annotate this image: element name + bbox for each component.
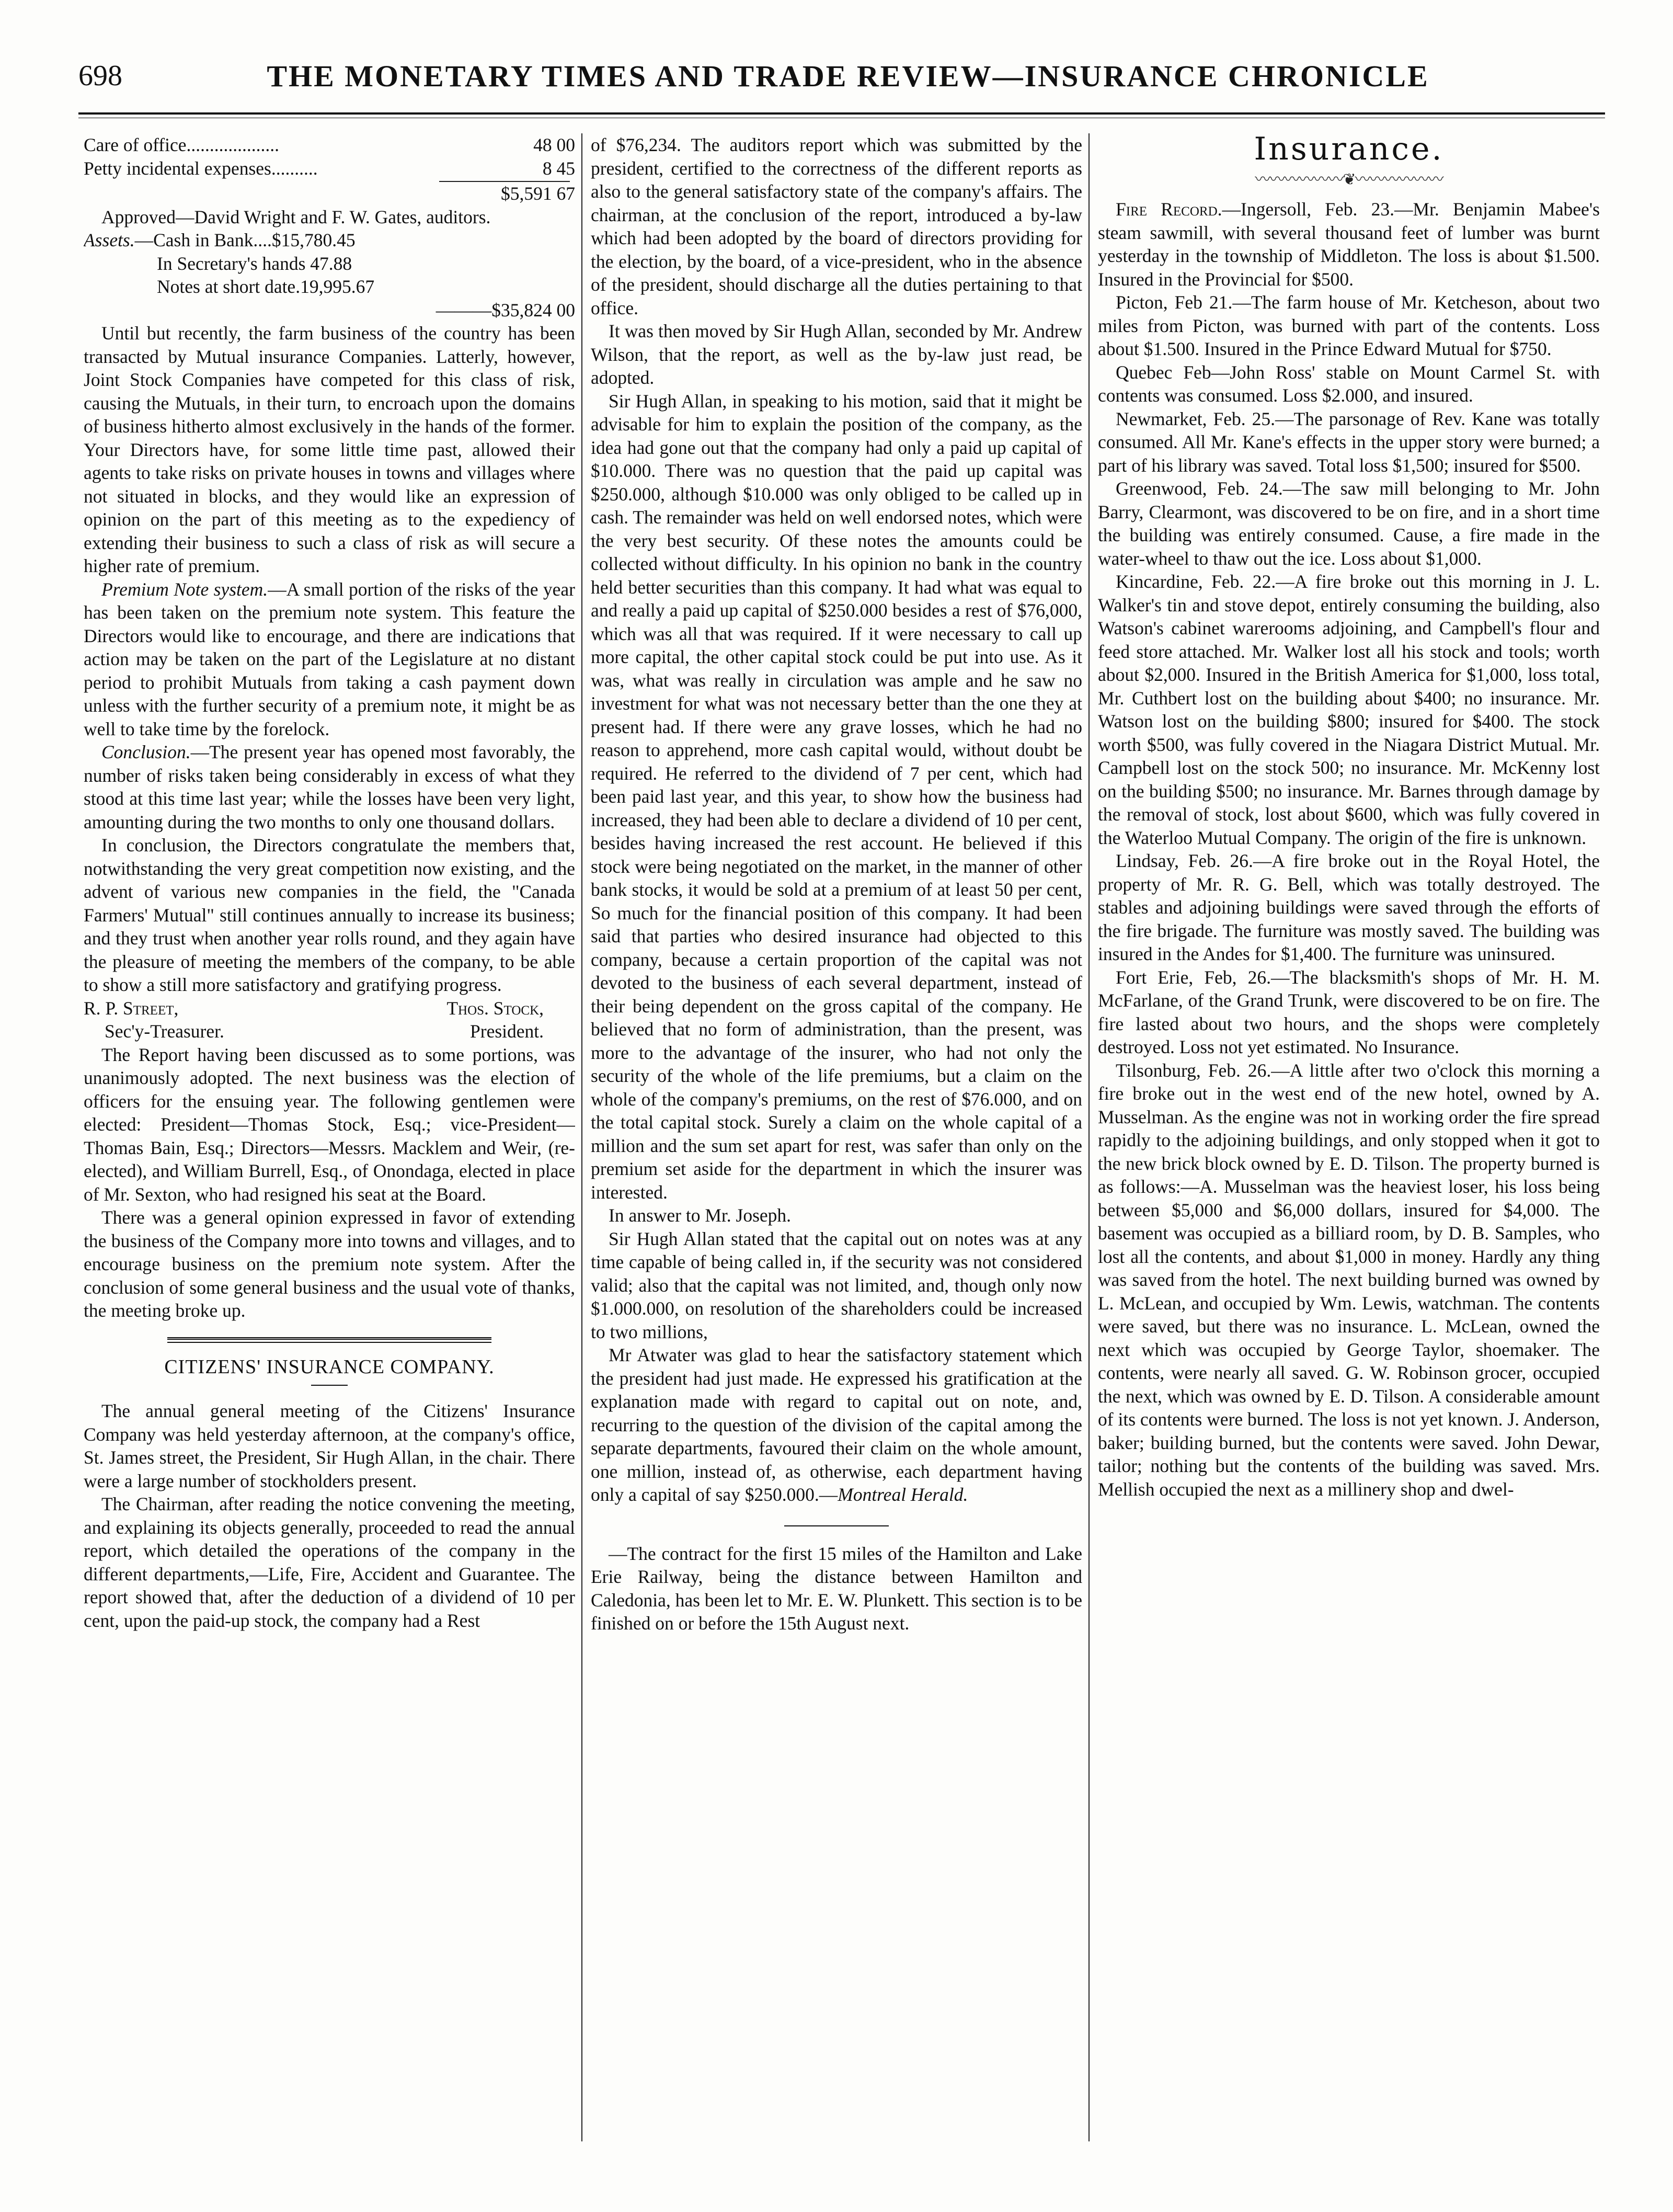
paragraph: The Report having been discussed as to some portions, was unanimously adopted. The next business was the election of officers for the ensuing year. The following gentlemen were elected: President—Thomas Stock, Esq.; vice-President—Thomas Bain, Esq.; Directors—Messrs. Macklem and Weir, (re-elected), and William Burrell, Esq., of Onondaga, elected in place of Mr. Sexton, who had resigned his seat at the Board. xyxy=(84,1044,575,1205)
header-rule xyxy=(78,112,1605,115)
signature-block: R. P. Street, Thos. Stock, xyxy=(84,997,544,1019)
paragraph: In conclusion, the Directors congratulate the members that, notwithstanding the very great competition now existing, and the advent of various new companies in the field, the "Canada Farmers' Mutual" still continues annually to increase its business; and they trust when another year rolls round, and they again have the pleasure of meeting the members of the company, to be able to show a still more satisfactory and gratifying progress. xyxy=(84,835,575,995)
paragraph: Sir Hugh Allan stated that the capital out on notes was at any time capable of being called in, if the security was not considered valid; also that the capital was not limited, and, though only now $1.000.000, on resolution of the shareholders could be increased to two millions, xyxy=(591,1228,1082,1342)
paragraph: The Chairman, after reading the notice convening the meeting, and explaining its objects generally, proceeded to read the annual report, which detailed the operations of the company in the different departments,—Life, Fire, Accident and Guarantee. The report showed that, after the deduction of a dividend of 10 per cent, upon the paid-up stock, the company had a Rest xyxy=(84,1493,575,1631)
paragraph: Fire Record.—Ingersoll, Feb. 23.—Mr. Benjamin Mabee's steam sawmill, with several thousand feet of lumber was burnt yesterday in the township of Middleton. The loss is about $1.500. Insured in the Provincial for $500. xyxy=(1098,199,1600,290)
paragraph: Lindsay, Feb. 26.—A fire broke out in the Royal Hotel, the property of Mr. R. G. Bell, which was totally destroyed. The stables and adjoining buildings were saved through the efforts of the fire brigade. The furniture was mostly saved. The building was insured in the Andes for $1,400. The furniture was uninsured. xyxy=(1098,850,1600,964)
assets-label: Assets. xyxy=(84,230,135,250)
paragraph: Quebec Feb—John Ross' stable on Mount Carmel St. with contents was consumed. Loss $2.000, and insured. xyxy=(1098,361,1600,406)
column-3 xyxy=(1098,133,1600,2183)
column-1 xyxy=(84,133,575,2183)
column-2 xyxy=(591,133,1082,2183)
approved-line: Approved—David Wright and F. W. Gates, auditors. xyxy=(101,206,491,227)
paragraph: Until but recently, the farm business of the country has been transacted by Mutual insurance Companies. Latterly, however, Joint Stock Companies have competed for this class of risk, causing the Mutuals, in their turn, to encroach upon the domains of business hitherto almost exclusively in the hands of the former. Your Directors have, for some little time past, allowed their agents to take risks on private houses in towns and villages where not situated in blocks, and they would like an expression of opinion on the part of this meeting as to the expediency of extending their business to such a class of risk as will secure a higher rate of premium. xyxy=(84,323,575,576)
paragraph: Premium Note system.—A small portion of the risks of the year has been taken on the premium note system. This feature the Directors would like to encourage, and there are indications that action may be taken on the part of the Legislature at no distant period to prohibit Mutuals from taking a cash payment down unless with the further security of a premium note, it might be as well to take time by the forelock. xyxy=(84,578,575,739)
paragraph: Tilsonburg, Feb. 26.—A little after two o'clock this morning a fire broke out in the west end of the new hotel, owned by A. Musselman. As the engine was not in working order the fire spread rapidly to the adjoining buildings, and only stopped when it got to the new brick block owned by E. D. Tilson. The property burned is as follows:—A. Musselman was the heaviest loser, his loss being between $5,000 and $6,000 dollars, insured for $4,000. The basement was occupied as a billiard room, by D. B. Samples, who lost all the contents, and about $1,000 in money. Hardly any thing was saved from the hotel. The next building burned was owned by L. McLean, and occupied by Wm. Lewis, watchman. The contents were saved, but there was no insurance. L. McLean, owned the next which was occupied by George Taylor, shoemaker. The contents, were nearly all saved. G. W. Robinson grocer, occupied the next, which was owned by E. D. Tilson. A considerable amount of its contents were burned. The loss is not yet known. J. Anderson, baker; building burned, but the contents were saved. John Dewar, tailor; nothing but the contents of the building was saved. Mrs. Mellish occupied the next as a millinery shop and dwel- xyxy=(1098,1059,1600,1500)
paragraph: Picton, Feb 21.—The farm house of Mr. Ketcheson, about two miles from Picton, was burned with part of the contents. Loss about $1.500. Insured in the Prince Edward Mutual for $750. xyxy=(1098,292,1600,359)
paragraph: Newmarket, Feb. 25.—The parsonage of Rev. Kane was totally consumed. All Mr. Kane's effects in the upper story were burned; a part of his library was saved. Total loss $1,500; insured for $500. xyxy=(1098,408,1600,476)
assets-block: Assets.—Cash in Bank....$15,780.45 In Secretary's hands 47.88 Notes at short date.19,995.67 xyxy=(84,230,375,297)
paragraph: There was a general opinion expressed in favor of extending the business of the Company more into towns and villages, and to encourage business on the premium note system. After the conclusion of some general business and the usual vote of thanks, the meeting broke up. xyxy=(84,1207,575,1321)
paragraph: Greenwood, Feb. 24.—The saw mill belonging to Mr. John Barry, Clearmont, was discovered to be on fire, and in a short time the building was entirely consumed. Cause, a fire made in the water-wheel to thaw out the ice. Loss about $1,000. xyxy=(1098,478,1600,569)
short-rule xyxy=(311,1385,348,1386)
paragraph: Sir Hugh Allan, in speaking to his motion, said that it might be advisable for him to explain the position of the company, as the idea had gone out that the company had only a paid up capital of $10.000. There was no question that the paid up capital was $250.000, although $10.000 was only obliged to be called up in cash. The remainder was held on well endorsed notes, which were the very best security. Of these notes the amounts could be collected without difficulty. In his opinion no bank in the country held better securities than this company. It had what was equal to and really a paid up capital of $250.000 besides a rest of $76,000, which was all that was required. If it were necessary to call up more capital, the other capital stock could be put into use. As it was, what was really in circulation was ample and he saw no investment for what was not necessary better than the one they at present had. If there were any grave losses, which he had no reason to apprehend, more cash capital would, without doubt be required. He referred to the dividend of 7 per cent, which had been paid last year, and this year, to show how the business had increased, they had been able to declare a dividend of 10 per cent, besides having increased the rest account. He believed if this stock were being negotiated on the market, in the manner of other bank stocks, it would be sold at a premium of at least 50 per cent, So much for the financial position of this company. It had been said that parties who desired insurance had objected to this company, because a certain proportion of the capital was not devoted to the business of each several department, instead of their being dependent on the gross capital of the company. He believed that no form of administration, than the present, was more to the advantage of the insurer, who had not only the security of the whole of the life premiums, but a claim on the whole of the company's premiums, on the rest of $76.000, and on the total capital stock. Surely a claim on the whole capital of a million and the sum set apart for rest, was safer than only on the premium set aside for the department in which the insurer was interested. xyxy=(591,390,1082,1203)
section-title: CITIZENS' INSURANCE COMPANY. xyxy=(164,1355,495,1378)
paragraph: Conclusion.—The present year has opened most favorably, the number of risks taken being considerably in excess of what they stood at this time last year; while the losses have been very light, amounting during the two months to only one thousand dollars. xyxy=(84,742,575,833)
insurance-heading: Insurance. xyxy=(1254,133,1444,167)
running-title: THE MONETARY TIMES AND TRADE REVIEW—INSURANCE CHRONICLE xyxy=(267,59,1429,93)
paragraph: of $76,234. The auditors report which was submitted by the president, certified to the correctness of the different reports as also to the general satisfactory state of the company's affairs. The chairman, at the conclusion of the report, introduced a by-law which had been adopted by the board of directors providing for the election, by the board, of a vice-president, who in the absence of the president, should discharge all the duties pertaining to that office. xyxy=(591,134,1082,318)
paragraph: The annual general meeting of the Citizens' Insurance Company was held yesterday afternoon, at the company's office, St. James street, the President, Sir Hugh Allan, in the chair. There were a large number of stockholders present. xyxy=(84,1400,575,1491)
paragraph: In answer to Mr. Joseph. xyxy=(609,1205,792,1226)
source-credit: Montreal Herald. xyxy=(838,1484,968,1505)
column-rule xyxy=(784,1525,889,1526)
paragraph: Kincardine, Feb. 22.—A fire broke out this morning in J. L. Walker's tin and stove depot, entirely consuming the building, also Watson's cabinet warerooms adjoining, and Campbell's flour and feed store attached. Mr. Walker lost all his stock and tools; worth about $2,000. Insured in the British America for $1,000, loss total, Mr. Cuthbert lost on the building about $400; no insurance. Mr. Watson lost on the building $800; insured for $400. The stock worth $500, was fully covered in the Niagara District Mutual. Mr. Campbell lost on the stock 500; no insurance. Mr. McKenny lost on the building $500; no insurance. Mr. Barnes through damage by the removal of stock, lost about $600, which was fully covered in the Waterloo Mutual Company. The origin of the fire is unknown. xyxy=(1098,571,1600,848)
column-divider xyxy=(581,133,582,2141)
account-row: Petty incidental expenses.......... 8 45 xyxy=(84,157,575,179)
account-row: Care of office.................... 48 00 xyxy=(84,134,575,155)
column-divider xyxy=(1088,133,1090,2141)
paragraph: Mr Atwater was glad to hear the satisfactory statement which the president had just made. He expressed his gratification at the explanation made with regard to capital out on note, and, recurring to the question of the division of the capital among the separate departments, favoured their claim on the whole amount, one million, instead of, as otherwise, each department having only a capital of say $250.000.—Montreal Herald. xyxy=(591,1344,1082,1505)
paragraph: Fort Erie, Feb, 26.—The blacksmith's shops of Mr. H. M. McFarlane, of the Grand Trunk, were discovered to be on fire. The fire lasted about two hours, and the shops were completely destroyed. Loss not yet estimated. No Insurance. xyxy=(1098,966,1600,1057)
paragraph: —The contract for the first 15 miles of the Hamilton and Lake Erie Railway, being the distance between Hamilton and Caledonia, has been let to Mr. E. W. Plunkett. This section is to be finished on or before the 15th August next. xyxy=(591,1543,1082,1634)
ornament-rule: 〰〰〰〰〰〰❦〰〰〰〰〰〰 xyxy=(1255,170,1443,188)
page-header xyxy=(78,47,1605,105)
assets-total: ———$35,824 00 xyxy=(436,299,575,321)
section-rule xyxy=(167,1337,491,1343)
signature-titles: Sec'y-Treasurer. President. xyxy=(105,1021,544,1042)
page-number: 698 xyxy=(78,60,122,92)
paragraph: It was then moved by Sir Hugh Allan, seconded by Mr. Andrew Wilson, that the report, as well as the by-law just read, be adopted. xyxy=(591,321,1082,388)
account-total: $5,591 67 xyxy=(501,183,575,204)
